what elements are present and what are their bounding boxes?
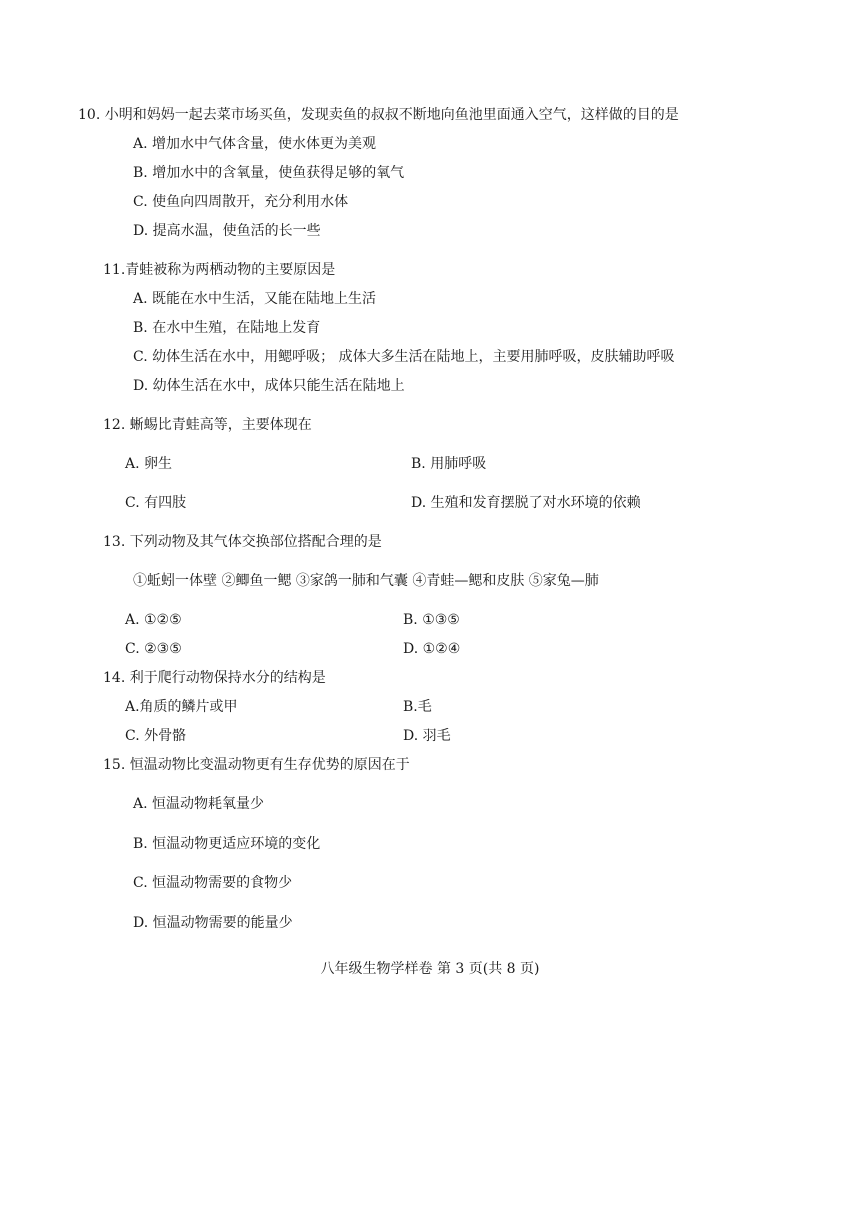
page-footer: 八年级生物学样卷 第 3 页(共 8 页)	[320, 961, 540, 977]
question-10-option-a: A. 增加水中气体含量，使水体更为美观	[133, 136, 377, 152]
question-11-option-b: B. 在水中生殖，在陆地上发育	[133, 320, 321, 336]
question-13-option-b: B. ①③⑤	[403, 612, 460, 628]
question-13-option-c: C. ②③⑤	[125, 641, 182, 657]
question-12-option-b: B. 用肺呼吸	[411, 456, 487, 472]
question-10-stem: 10. 小明和妈妈一起去菜市场买鱼，发现卖鱼的叔叔不断地向鱼池里面通入空气，这样做的目的是	[78, 107, 679, 123]
question-12-option-c: C. 有四肢	[125, 495, 187, 511]
question-10-option-d: D. 提高水温，使鱼活的长一些	[133, 223, 321, 239]
question-14-option-a: A.角质的鳞片或甲	[125, 699, 238, 715]
question-11-option-d: D. 幼体生活在水中，成体只能生活在陆地上	[133, 378, 405, 394]
question-15-option-a: A. 恒温动物耗氧量少	[133, 796, 265, 812]
question-13-option-a: A. ①②⑤	[125, 612, 182, 628]
question-15-stem: 15. 恒温动物比变温动物更有生存优势的原因在于	[103, 757, 410, 773]
question-15-option-c: C. 恒温动物需要的食物少	[133, 875, 293, 891]
question-15-option-b: B. 恒温动物更适应环境的变化	[133, 836, 321, 852]
question-12-option-d: D. 生殖和发育摆脱了对水环境的依赖	[411, 495, 641, 511]
question-13-pairs: ①蚯蚓一体壁 ②鲫鱼一鳃 ③家鸽一肺和气囊 ④青蛙—鳃和皮肤 ⑤家兔—肺	[133, 573, 599, 589]
question-12-stem: 12. 蜥蜴比青蛙高等，主要体现在	[103, 417, 312, 433]
question-15-option-d: D. 恒温动物需要的能量少	[133, 915, 293, 931]
question-13-stem: 13. 下列动物及其气体交换部位搭配合理的是	[103, 534, 382, 550]
question-12-option-a: A. 卵生	[125, 456, 173, 472]
question-10-option-c: C. 使鱼向四周散开，充分利用水体	[133, 194, 349, 210]
question-11-stem: 11.青蛙被称为两栖动物的主要原因是	[103, 262, 336, 278]
question-14-option-b: B.毛	[403, 699, 432, 715]
question-14-option-d: D. 羽毛	[403, 728, 451, 744]
question-14-stem: 14. 利于爬行动物保持水分的结构是	[103, 670, 326, 686]
question-11-option-c: C. 幼体生活在水中，用鳃呼吸； 成体大多生活在陆地上，主要用肺呼吸，皮肤辅助呼吸	[133, 349, 675, 365]
question-14-option-c: C. 外骨骼	[125, 728, 187, 744]
question-13-option-d: D. ①②④	[403, 641, 461, 657]
question-10-option-b: B. 增加水中的含氧量，使鱼获得足够的氧气	[133, 165, 405, 181]
question-11-option-a: A. 既能在水中生活，又能在陆地上生活	[133, 291, 377, 307]
